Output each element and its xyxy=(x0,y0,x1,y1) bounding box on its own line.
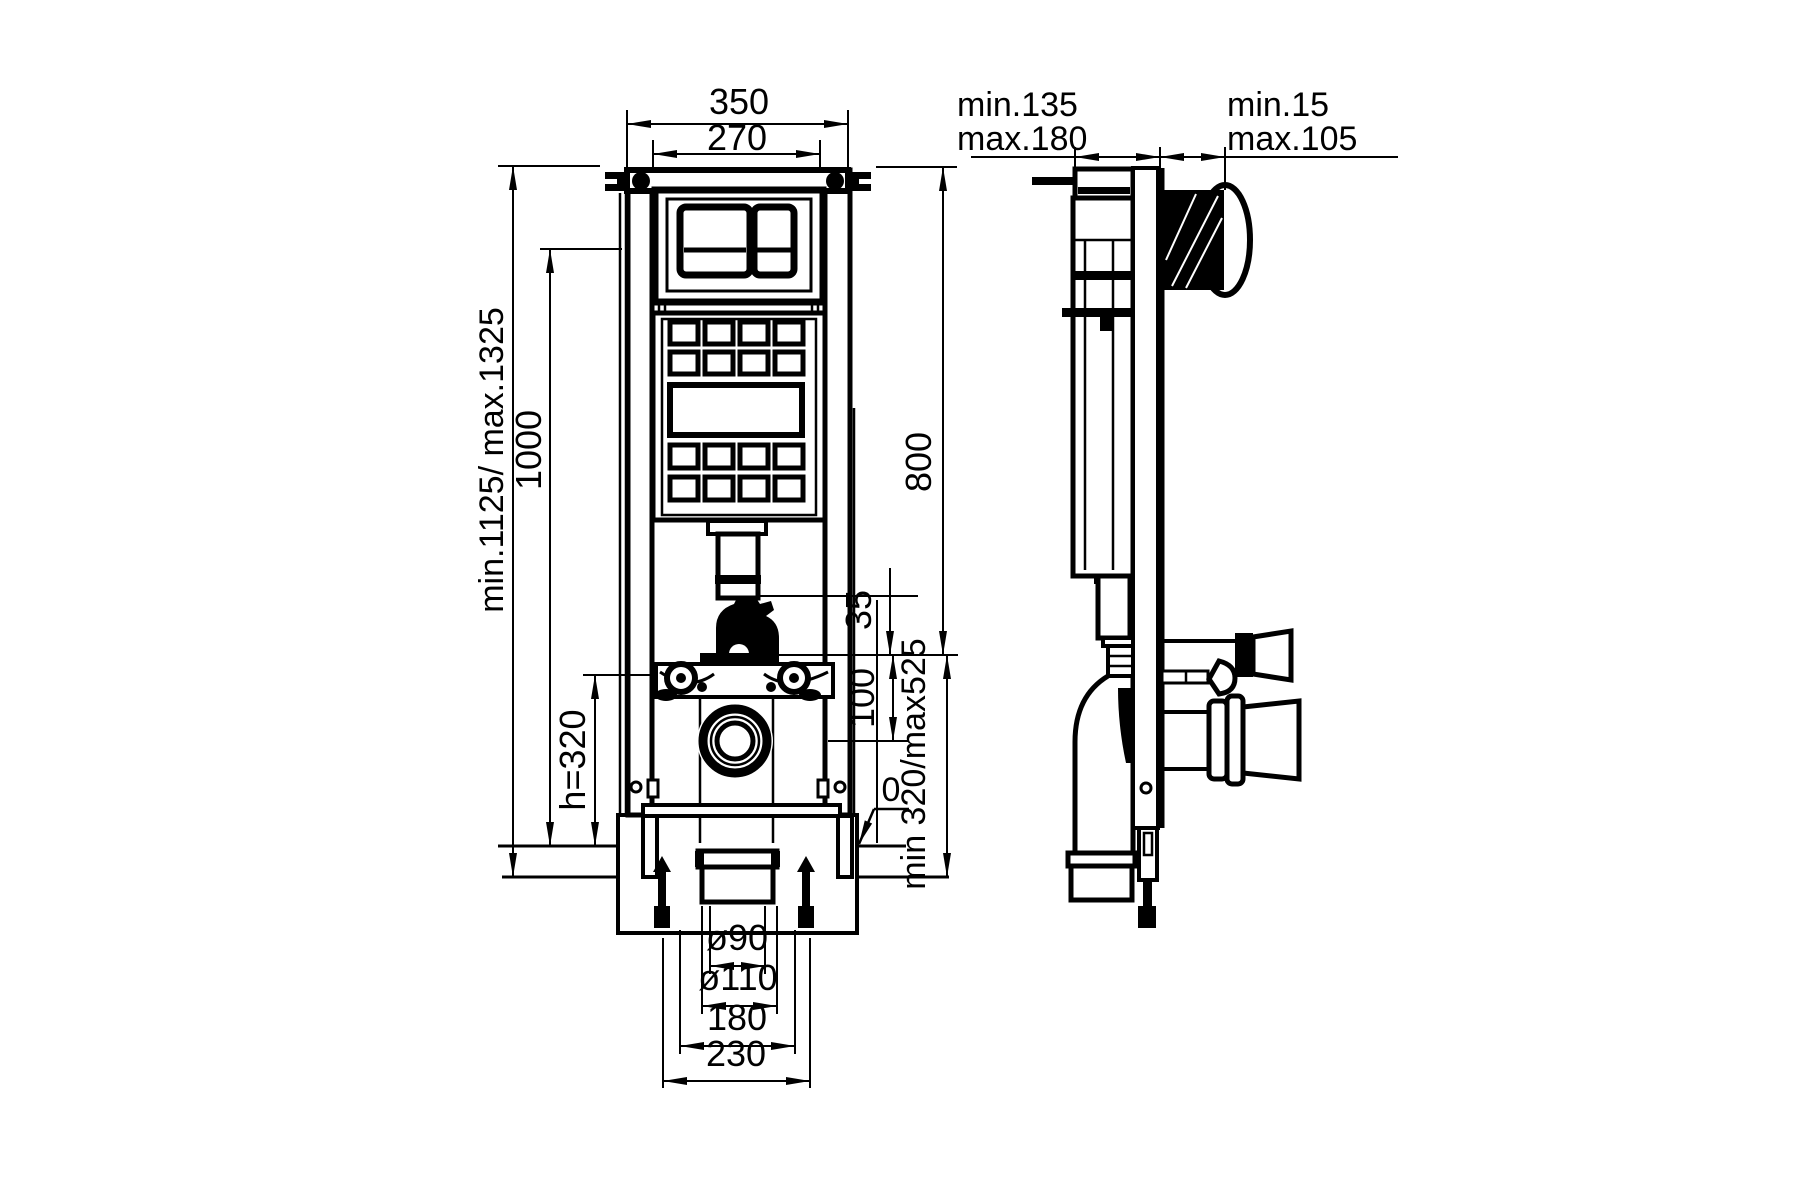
dim-label-350: 350 xyxy=(708,81,770,122)
cistern-panel xyxy=(653,313,825,520)
cross-member xyxy=(643,805,840,816)
elbow-clamp xyxy=(1118,688,1133,763)
base-assembly xyxy=(618,805,857,933)
leg-right xyxy=(838,816,852,877)
top-bolt-right xyxy=(826,172,844,190)
dim-label-35: 35 xyxy=(838,589,879,631)
dim-label-100: 100 xyxy=(841,667,882,729)
outlet-stub xyxy=(695,851,780,902)
dim-label-270: 270 xyxy=(706,117,768,158)
dim-label-depth-frame-max: max.180 xyxy=(957,120,1088,158)
dim-label-zero: 0 xyxy=(881,771,901,809)
flush-button-large xyxy=(680,207,750,275)
cistern-window xyxy=(670,385,802,435)
fixing-strip xyxy=(655,664,833,701)
flush-button-small xyxy=(754,207,794,275)
dim-outlet-range xyxy=(895,638,947,889)
supply-connector xyxy=(1162,631,1291,694)
side-view xyxy=(1032,168,1299,928)
anchor-right xyxy=(797,856,815,872)
rail-tab-left xyxy=(648,780,658,797)
left-rail xyxy=(628,170,652,815)
dim-label-1000: 1000 xyxy=(508,409,549,491)
flush-actuator-housing xyxy=(655,190,823,313)
dim-label-180: 180 xyxy=(706,997,768,1038)
pan-connector xyxy=(1162,696,1299,784)
front-view xyxy=(498,170,949,933)
dim-label-h320: h=320 xyxy=(552,709,593,811)
rail-tab-right xyxy=(818,780,828,797)
leg-left xyxy=(643,816,657,877)
side-flush-pipe xyxy=(1068,576,1136,900)
dim-label-d110: ø110 xyxy=(698,957,778,998)
dim-label-depth-front-max: max.105 xyxy=(1227,120,1358,158)
flush-pipe xyxy=(708,521,766,598)
dim-label-depth-front-min: min.15 xyxy=(1227,86,1330,124)
wall-bracket-right xyxy=(848,172,871,191)
pan-cone xyxy=(1243,701,1299,779)
supply-cone xyxy=(1253,631,1291,680)
dim-label-overall: min.1125/ max.1325 xyxy=(473,307,511,613)
side-outlet-stub xyxy=(1071,866,1132,900)
dim-label-800: 800 xyxy=(898,431,939,493)
dim-label-d90: ø90 xyxy=(705,917,769,958)
dim-label-230: 230 xyxy=(705,1033,767,1074)
top-bolt-left xyxy=(632,172,650,190)
side-tank xyxy=(1032,169,1133,576)
wall-anchor-rod xyxy=(1032,177,1075,185)
dim-label-depth-frame-min: min.135 xyxy=(957,86,1078,124)
dim-label-outlet-range: min 320/max525 xyxy=(895,638,933,890)
dim-height-800 xyxy=(876,167,957,655)
side-dimensions xyxy=(957,86,1398,192)
supply-olive xyxy=(1209,661,1235,694)
side-rail xyxy=(1133,168,1161,928)
pipe-bracket xyxy=(700,598,779,665)
actuator-sleeve xyxy=(1162,185,1250,295)
waste-outlet-opening xyxy=(697,703,773,779)
